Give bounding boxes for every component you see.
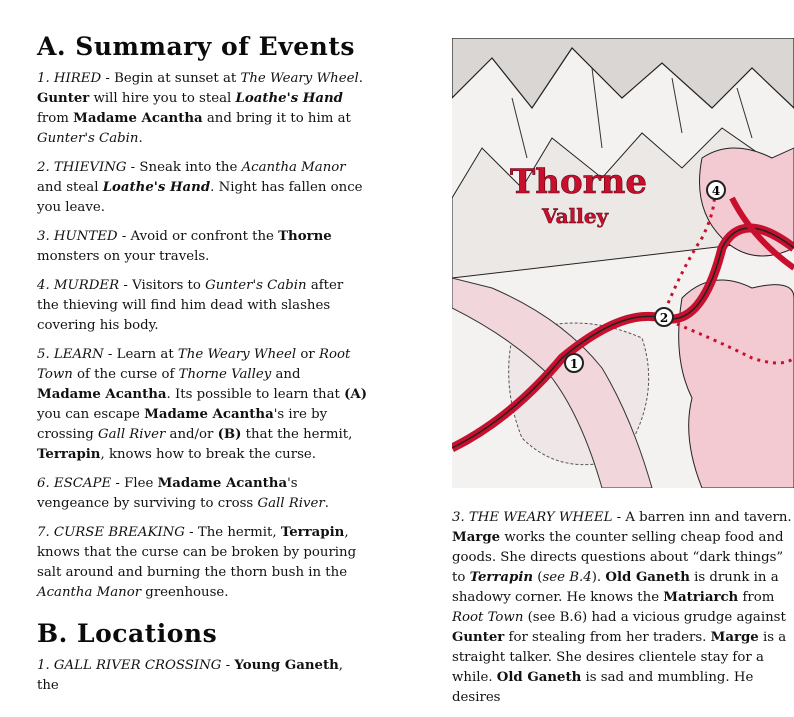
item-lead: 1. HIRED — [37, 71, 102, 86]
text-run: Acantha Manor — [241, 160, 346, 175]
text-run: . — [324, 496, 329, 511]
text-run: , knows how to break the curse. — [100, 447, 316, 462]
text-run: Terrapin — [37, 447, 101, 462]
text-run: Root Town — [37, 347, 351, 382]
text-run: is sad and mumbling. He desires — [452, 670, 754, 705]
text-run: . Night has fallen once you leave. — [37, 180, 363, 215]
text-run: from — [37, 111, 74, 126]
map-subtitle: Valley — [542, 204, 609, 228]
text-run: Matriarch — [663, 590, 739, 605]
text-run: from — [738, 590, 775, 605]
text-run: (A) — [344, 387, 367, 402]
thorne-valley-map — [452, 38, 794, 488]
event-item — [37, 523, 367, 603]
text-run: see B.4 — [542, 570, 592, 585]
text-run: Root Town — [452, 610, 524, 625]
text-run: - Begin at sunset at — [101, 71, 241, 86]
text-run: and bring it to him at — [202, 111, 351, 126]
text-run: Gall River — [257, 496, 325, 511]
text-run: and/or — [165, 427, 218, 442]
text-run: Terrapin — [469, 570, 534, 585]
text-run: and steal — [37, 180, 103, 195]
text-run: and — [271, 367, 301, 382]
text-run: Madame Acantha — [144, 407, 274, 422]
event-item — [37, 276, 367, 336]
text-run: 's ire by crossing — [37, 407, 328, 442]
location-item — [37, 656, 367, 696]
text-run: The Weary Wheel — [177, 347, 297, 362]
right-column — [452, 508, 794, 717]
text-run: 's vengeance by surviving to cross — [37, 476, 298, 511]
text-run: Terrapin — [280, 525, 345, 540]
locations-heading: B. Locations — [37, 619, 218, 648]
text-run: you can escape — [37, 407, 145, 422]
text-run: Madame Acantha — [37, 387, 167, 402]
text-run: Gunter's Cabin — [205, 278, 307, 293]
event-item — [37, 227, 367, 267]
text-run: - A barren inn and tavern. — [612, 510, 792, 525]
svg-text:4: 4 — [711, 184, 721, 198]
item-lead: 6. ESCAPE — [37, 476, 112, 491]
item-lead: 3. HUNTED — [37, 229, 118, 244]
left-column — [37, 32, 367, 705]
event-item — [37, 345, 367, 465]
text-run: that the hermit, — [241, 427, 353, 442]
text-run: greenhouse. — [141, 585, 229, 600]
text-run: is a straight talker. She desires clientele stay for a while. — [452, 630, 787, 685]
svg-text:2: 2 — [659, 311, 669, 325]
text-run: Gall River — [98, 427, 166, 442]
text-run: - Learn at — [103, 347, 178, 362]
text-run: Old Ganeth — [605, 570, 690, 585]
text-run: - — [221, 658, 235, 673]
text-run: . — [358, 71, 363, 86]
text-run: or — [296, 347, 319, 362]
text-run: The Weary Wheel — [240, 71, 359, 86]
text-run: Thorne — [278, 229, 332, 244]
event-item — [37, 474, 367, 514]
svg-text:1: 1 — [569, 357, 579, 371]
text-run: - Flee — [111, 476, 158, 491]
locations-list — [37, 656, 367, 696]
weary-wheel-paragraph — [452, 508, 794, 708]
item-lead: 7. CURSE BREAKING — [37, 525, 185, 540]
text-run: Loathe's Hand — [102, 180, 211, 195]
text-run: of the curse of — [72, 367, 179, 382]
text-run: Madame Acantha — [73, 111, 203, 126]
item-lead: 1. GALL RIVER CROSSING — [37, 658, 222, 673]
text-run: , knows that the curse can be broken by pouring salt around and burning the thorn bush in the — [37, 525, 357, 580]
text-run: (see B.6) had a vicious grudge against — [523, 610, 786, 625]
text-run: works the counter selling cheap food and goods. She directs questions about “dark things” to — [452, 530, 784, 585]
text-run: Marge — [452, 530, 501, 545]
text-run: (B) — [217, 427, 242, 442]
text-run: Young Ganeth — [234, 658, 339, 673]
text-run: Gunter's Cabin — [37, 131, 139, 146]
text-run: - Sneak into the — [126, 160, 242, 175]
text-run: Loathe's Hand — [235, 91, 343, 106]
text-run: ( — [533, 570, 543, 585]
map-marker-2 — [655, 308, 673, 326]
text-run: ). — [591, 570, 606, 585]
text-run: Old Ganeth — [496, 670, 582, 685]
text-run: Gunter — [452, 630, 505, 645]
text-run: . Its possible to learn that — [166, 387, 345, 402]
map-marker-4 — [707, 181, 725, 199]
text-run: - Avoid or confront the — [117, 229, 279, 244]
summary-heading: A. Summary of Events — [37, 32, 355, 61]
text-run: will hire you to steal — [89, 91, 236, 106]
map-marker-1 — [565, 354, 583, 372]
event-item — [37, 69, 367, 149]
text-run: Marge — [710, 630, 759, 645]
text-run: - The hermit, — [184, 525, 281, 540]
text-run: - Visitors to — [119, 278, 206, 293]
text-run: monsters on your travels. — [37, 249, 210, 264]
text-run: Gunter — [37, 91, 90, 106]
text-run: for stealing from her traders. — [504, 630, 711, 645]
events-list — [37, 69, 367, 603]
text-run: Madame Acantha — [157, 476, 288, 491]
text-run: Thorne Valley — [178, 367, 272, 382]
item-lead: 2. THIEVING — [37, 160, 127, 175]
text-run: is drunk in a shadowy corner. He knows the — [452, 570, 779, 605]
text-run: Acantha Manor — [37, 585, 142, 600]
map-title: Thorne — [510, 162, 647, 202]
text-run: . — [138, 131, 143, 146]
text-run: , the — [37, 658, 343, 693]
item-lead: 3. THE WEARY WHEEL — [452, 510, 613, 525]
event-item — [37, 158, 367, 218]
item-lead: 5. LEARN — [37, 347, 104, 362]
text-run: after the thieving will find him dead with slashes covering his body. — [37, 278, 344, 333]
item-lead: 4. MURDER — [37, 278, 120, 293]
